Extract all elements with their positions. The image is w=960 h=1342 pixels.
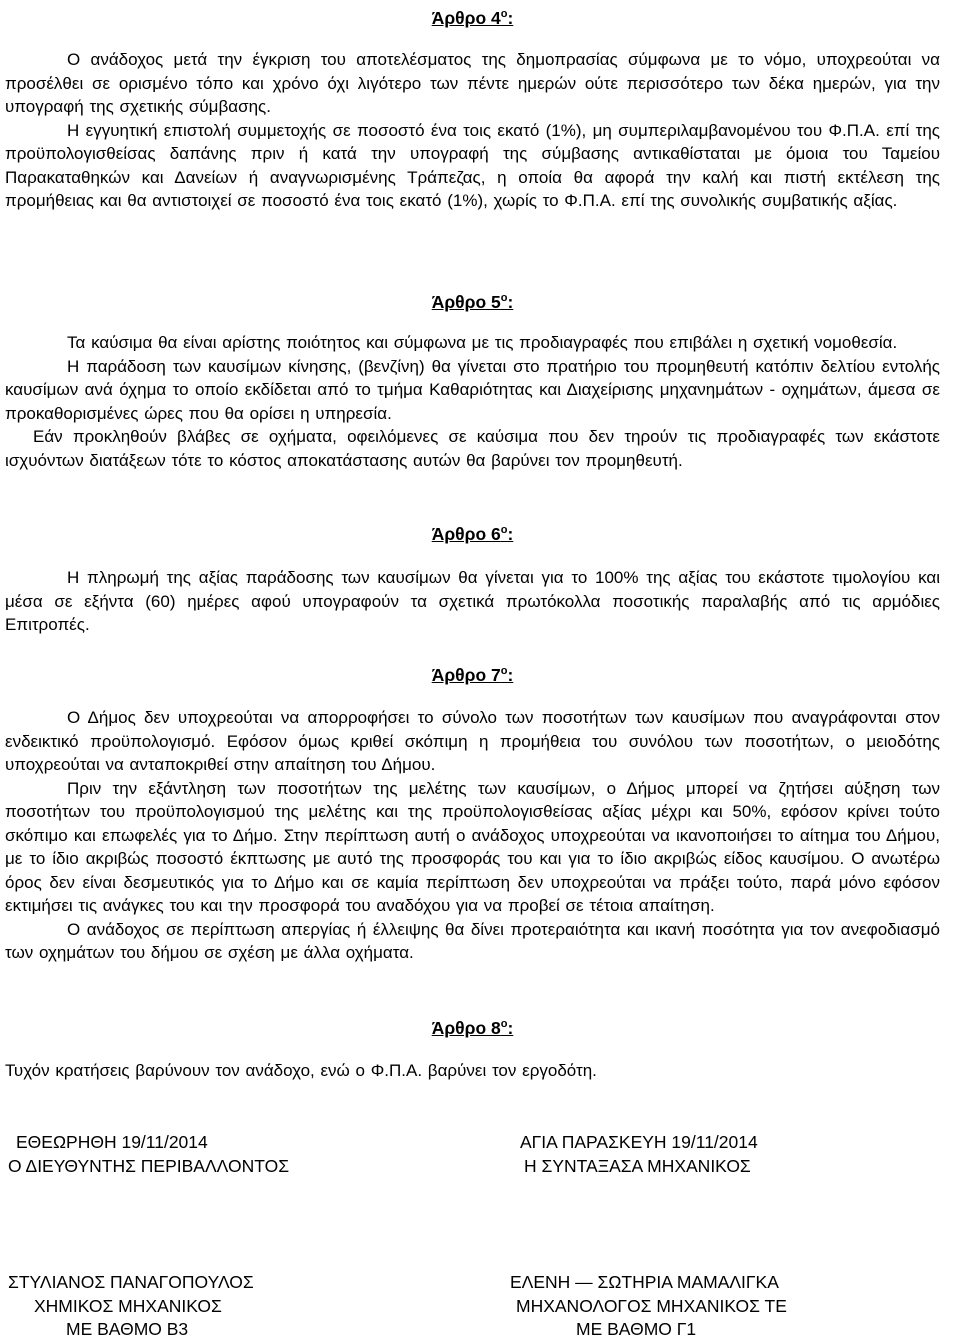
paragraph: Τα καύσιμα θα είναι αρίστης ποιότητος και σύμφωνα με τις προδιαγραφές που επιβάλει η σχετική νομοθεσία. xyxy=(67,333,898,352)
signature-line: ΣΤΥΛΙΑΝΟΣ ΠΑΝΑΓΟΠΟΥΛΟΣ xyxy=(8,1272,254,1292)
paragraph: Εάν προκληθούν βλάβες σε οχήματα, οφειλόμενες σε καύσιμα που δεν τηρούν τις προδιαγραφές των εκάστοτε ισχυόντων διατάξεων τότε το κόστος αποκατάστασης αυτών θα βαρύνει τον προμηθευτή. xyxy=(5,427,940,470)
article-6-body xyxy=(5,566,940,637)
signature-left-top xyxy=(8,1131,289,1178)
signature-line: ΧΗΜΙΚΟΣ ΜΗΧΑΝΙΚΟΣ xyxy=(34,1295,222,1316)
signature-left-bottom xyxy=(8,1271,254,1342)
article-5-heading: Άρθρο $5^o$: xyxy=(431,291,514,312)
article-4-body xyxy=(5,48,940,213)
paragraph: Τυχόν κρατήσεις βαρύνουν τον ανάδοχο, ενώ ο Φ.Π.Α. βαρύνει τον εργοδότη. xyxy=(5,1061,597,1080)
signature-line: ΜΕ ΒΑΘΜΟ Β3 xyxy=(66,1319,189,1339)
paragraph: Ο ανάδοχος σε περίπτωση απεργίας ή έλλειψης θα δίνει προτεραιότητα και ικανή ποσότητα για τον ανεφοδιασμό των οχημάτων του δήμου σε σχέση με άλλα οχήματα. xyxy=(5,919,940,962)
paragraph: Η εγγυητική επιστολή συμμετοχής σε ποσοστό ένα τοις εκατό (1%), μη συμπεριλαμβανομένου του Φ.Π.Α. επί της προϋπολογισθείσας δαπάνης πριν ή κατά την υπογραφή της σύμβασης αντικαθίσταται με όμοια του Ταμείου Παρακαταθηκών και Δανείων ή αναγνωρισμένης Τράπεζας, η οποία θα αφορά την καλή και πιστή εκτέλεση της προμήθειας και θα αντιστοιχεί σε ποσοστό ένα τοις εκατό (1%), χωρίς το Φ.Π.Α. επί της συνολικής συμβατικής αξίας. xyxy=(5,120,940,210)
signature-line: ΜΕ ΒΑΘΜΟ Γ1 xyxy=(576,1319,697,1339)
article-7-body xyxy=(5,706,940,965)
signature-line: Η ΣΥΝΤΑΞΑΣΑ ΜΗΧΑΝΙΚΟΣ xyxy=(524,1155,751,1176)
paragraph: Ο ανάδοχος μετά την έγκριση του αποτελέσματος της δημοπρασίας σύμφωνα με το νόμο, υποχρεούται να προσέλθει σε ορισμένο τόπο και χρόνο όχι λιγότερο των πέντε ημερών ούτε περισσότερο των δέκα ημερών, για την υπογραφή της σχετικής σύμβασης. xyxy=(5,50,940,116)
signature-line: ΕΛΕΝΗ — ΣΩΤΗΡΙΑ ΜΑΜΑΛΙΓΚΑ xyxy=(510,1272,779,1292)
signature-line: Ο ΔΙΕΥΘΥΝΤΗΣ ΠΕΡΙΒΑΛΛΟΝΤΟΣ xyxy=(8,1155,290,1176)
paragraph: Πριν την εξάντληση των ποσοτήτων της μελέτης των καυσίμων, ο Δήμος μπορεί να ζητήσει αύξηση των ποσοτήτων του προϋπολογισμού της μελέτης και της προϋπολογισθείσας αξίας μέχρι και 50%, εφόσον κρίνει τούτο σκόπιμο και επωφελές για το Δήμο. Στην περίπτωση αυτή ο ανάδοχος υποχρεούται να ικανοποιήσει το αίτημα του Δήμου, με το ίδιο ακριβώς ποσοστό έκπτωσης με αυτό της προσφοράς του και για το ίδιο ακριβώς είδος καυσίμου. Ο ανωτέρω όρος δεν είναι δεσμευτικός για το Δήμο και σε καμία περίπτωση δεν υποχρεούται να πράξει τούτο, παρά μόνο εφόσον εκτιμήσει τις ανάγκες του και την προσφορά του αναδόχου για να προβεί σε τέτοια απαίτηση. xyxy=(5,778,940,915)
paragraph: Ο Δήμος δεν υποχρεούται να απορροφήσει το σύνολο των ποσοτήτων των καυσίμων που αναγράφονται στον ενδεικτικό προϋπολογισμό. Εφόσον όμως κριθεί σκόπιμη η προμήθεια του συνόλου των ποσοτήτων, ο μειοδότης υποχρεούται να ανταποκριθεί στην απαίτηση του Δήμου. xyxy=(5,708,940,774)
paragraph: Η πληρωμή της αξίας παράδοσης των καυσίμων θα γίνεται για το 100% της αξίας του εκάστοτε τιμολογίου και μέσα σε εξήντα (60) ημέρες αφού υπογραφούν τα σχετικά πρωτόκολλα ποσοτικής παραλαβής από τις αρμόδιες Επιτροπές. xyxy=(5,568,940,634)
signature-right-bottom xyxy=(510,1271,787,1342)
article-7-heading: Άρθρο $7^o$: xyxy=(431,664,514,685)
article-8-body xyxy=(5,1059,940,1083)
signature-right-top xyxy=(520,1131,758,1178)
article-6-heading: Άρθρο $6^o$: xyxy=(431,523,514,544)
signature-line: ΕΘΕΩΡΗΘΗ 19/11/2014 xyxy=(16,1132,208,1152)
paragraph: Η παράδοση των καυσίμων κίνησης, (βενζίνη) θα γίνεται στο πρατήριο του προμηθευτή κατόπιν δελτίου εντολής καυσίμων ανά όχημα το οποίο εκδίδεται από το τμήμα Καθαριότητας και Διαχείρισης μηχανημάτων - οχημάτων, άμεσα σε προκαθορισμένες ώρες που θα ορίσει η υπηρεσία. xyxy=(5,356,940,423)
signature-line: ΑΓΙΑ ΠΑΡΑΣΚΕΥΗ 19/11/2014 xyxy=(520,1132,758,1152)
article-4-heading: Άρθρο $4^o$: xyxy=(431,7,514,28)
signature-line: ΜΗΧΑΝΟΛΟΓΟΣ ΜΗΧΑΝΙΚΟΣ ΤΕ xyxy=(516,1295,787,1316)
article-5-body xyxy=(5,331,940,472)
article-8-heading: Άρθρο $8^o$: xyxy=(431,1017,514,1038)
